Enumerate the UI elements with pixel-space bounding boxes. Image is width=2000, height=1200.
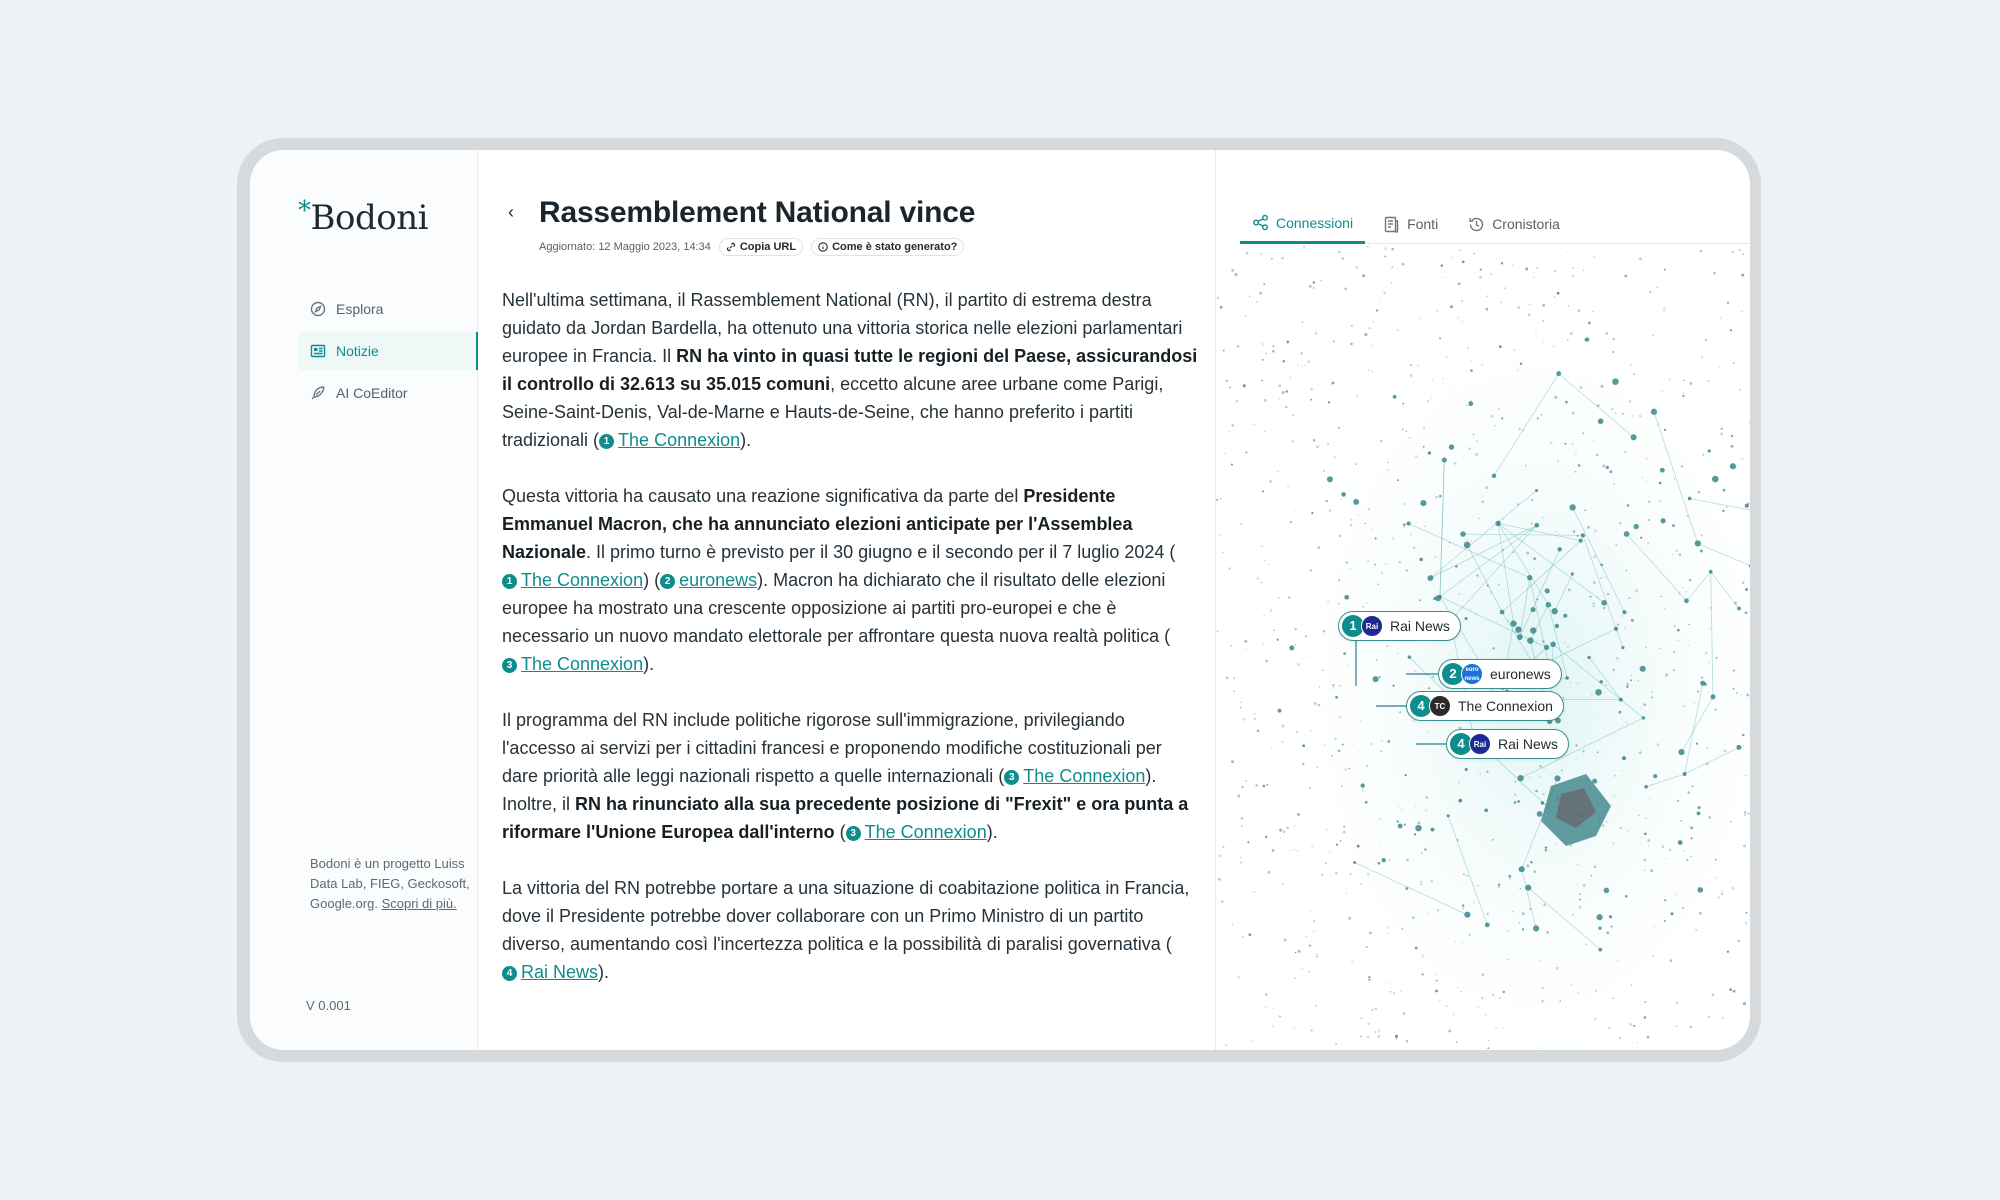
citation[interactable]: [502, 962, 598, 982]
how-generated-button[interactable]: [811, 238, 964, 256]
logo-star: *: [298, 196, 311, 226]
connections-graph[interactable]: [1216, 246, 1750, 1050]
tab-connessioni[interactable]: [1240, 204, 1365, 244]
text: . Il primo turno è previsto per il 30 giugno e il secondo per il 7 luglio 2024 (: [586, 542, 1176, 562]
text: ).: [598, 962, 610, 982]
source-node-the-connexion[interactable]: [1406, 691, 1564, 721]
rai-logo-icon: Rai: [1469, 733, 1491, 755]
text: Questa vittoria ha causato una reazione significativa da parte del: [502, 486, 1024, 506]
history-icon: [1468, 216, 1485, 233]
tab-label: Cronistoria: [1492, 216, 1560, 232]
sidebar-item-ai-coeditor[interactable]: [298, 374, 478, 412]
chevron-left-icon[interactable]: ‹: [508, 202, 514, 222]
highlight: RN ha rinunciato alla sua precedente posizione di "Frexit" e ora punta a riformare l'Unione Europea dall'interno: [502, 794, 1189, 842]
sidebar-item-label: Notizie: [336, 343, 379, 359]
citation-number: 4: [502, 966, 517, 981]
citation[interactable]: [599, 430, 740, 450]
citation[interactable]: [846, 822, 987, 842]
citation[interactable]: [502, 654, 643, 674]
network-visualization: [1216, 246, 1750, 1050]
sidebar-item-esplora[interactable]: [298, 290, 478, 328]
source-node-euronews[interactable]: [1438, 659, 1562, 689]
updated-timestamp: Aggiornato: 12 Maggio 2023, 14:34: [539, 241, 711, 253]
source-link[interactable]: The Connexion: [521, 654, 644, 674]
node-label: euronews: [1490, 666, 1551, 682]
citation[interactable]: [502, 570, 643, 590]
sidebar-item-notizie[interactable]: [298, 332, 478, 370]
citation-number: 3: [1004, 770, 1019, 785]
text: ). Macron ha dichiarato che il risultato delle elezioni europee ha mostrato una crescente opposizione ai partiti pro-europei e che è necessario un nuovo mandato elettorale per affrontare questa nuova realtà politica (: [502, 570, 1171, 646]
copy-url-button[interactable]: [719, 238, 803, 256]
node-number: 1: [1342, 615, 1364, 637]
citation-number: 1: [599, 434, 614, 449]
node-label: Rai News: [1498, 736, 1558, 752]
citation-number: 3: [502, 658, 517, 673]
side-panel: [1215, 150, 1750, 1050]
source-link[interactable]: Rai News: [521, 962, 599, 982]
paragraph: [502, 706, 1202, 846]
tab-label: Connessioni: [1276, 214, 1354, 231]
document-icon: [1383, 216, 1400, 233]
main-nav: [298, 290, 478, 416]
sidebar-item-label: AI CoEditor: [336, 385, 408, 401]
text: ) (: [643, 570, 661, 590]
paragraph: [502, 286, 1202, 454]
article-body: [502, 286, 1202, 1014]
article-view: [478, 150, 1215, 1050]
newspaper-icon: [310, 343, 326, 359]
page-title: Rassemblement National vince: [539, 196, 976, 229]
highlight: RN ha vinto in quasi tutte le regioni del Paese, assicurandosi il controllo di 32.613 su 35.015 comuni: [502, 346, 1198, 394]
copy-url-label: Copia URL: [739, 241, 797, 253]
node-number: 4: [1450, 733, 1472, 755]
app-logo[interactable]: [298, 196, 428, 238]
text: Il programma del RN include politiche rigorose sull'immigrazione, privilegiando l'accesso ai servizi per i cittadini francesi e proponendo modifiche costituzionali per dare priorità alle leggi nazionali rispetto a quelle internazionali (: [502, 710, 1162, 786]
node-number: 4: [1410, 695, 1432, 717]
text: ). Inoltre, il: [502, 766, 1157, 814]
app-window: [250, 150, 1750, 1050]
link-icon: [726, 242, 736, 252]
source-link[interactable]: euronews: [679, 570, 758, 590]
compass-icon: [310, 301, 326, 317]
text: (: [834, 822, 846, 842]
highlight: Presidente Emmanuel Macron, che ha annunciato elezioni anticipate per l'Assemblea Nazionale: [502, 486, 1133, 562]
source-link[interactable]: The Connexion: [864, 822, 987, 842]
source-node-rai-news-2[interactable]: [1446, 729, 1569, 759]
node-label: Rai News: [1390, 618, 1450, 634]
connexion-logo-icon: TC: [1429, 695, 1451, 717]
source-link[interactable]: The Connexion: [1023, 766, 1146, 786]
version-label: V 0.001: [306, 998, 351, 1013]
sidebar-item-label: Esplora: [336, 301, 384, 317]
sidebar: [250, 150, 478, 1050]
source-link[interactable]: The Connexion: [618, 430, 741, 450]
tab-label: Fonti: [1407, 216, 1439, 232]
text: Nell'ultima settimana, il Rassemblement National (RN), il partito di estrema destra guidato da Jordan Bardella, ha ottenuto una vittoria storica nelle elezioni parlamentari europee in Francia. Il: [502, 290, 1183, 366]
paragraph: [502, 874, 1202, 986]
info-icon: [818, 242, 828, 252]
feather-icon: [310, 385, 326, 401]
about-link[interactable]: Scopri di più.: [381, 896, 457, 911]
text: La vittoria del RN potrebbe portare a una situazione di coabitazione politica in Francia, dove il Presidente potrebbe dover collaborare con un Primo Ministro di un partito diverso, aumentando così l'incertezza politica e la possibilità di paralisi governativa (: [502, 878, 1190, 954]
citation-number: 1: [502, 574, 517, 589]
rai-logo-icon: Rai: [1361, 615, 1383, 637]
tab-fonti[interactable]: [1371, 204, 1450, 244]
share-nodes-icon: [1252, 214, 1269, 231]
text: ).: [643, 654, 655, 674]
about-text: Bodoni è un progetto Luiss Data Lab, FIEG, Geckosoft, Google.org.: [310, 856, 470, 911]
node-number: 2: [1442, 663, 1464, 685]
text: , eccetto alcune aree urbane come Parigi, Seine-Saint-Denis, Val-de-Marne e Hauts-de-Seine, che hanno preferito i partiti tradizionali (: [502, 374, 1164, 450]
project-about: [310, 854, 470, 914]
source-link[interactable]: The Connexion: [521, 570, 644, 590]
citation-number: 3: [846, 826, 861, 841]
tab-cronistoria[interactable]: [1456, 204, 1572, 244]
euronews-logo-icon: euro news: [1461, 663, 1483, 685]
paragraph: [502, 482, 1202, 678]
node-label: The Connexion: [1458, 698, 1553, 714]
logo-text: Bodoni: [310, 198, 428, 238]
citation[interactable]: [660, 570, 757, 590]
article-meta: [539, 238, 964, 256]
text: ).: [986, 822, 998, 842]
text: ).: [740, 430, 752, 450]
how-generated-label: Come è stato generato?: [832, 241, 958, 253]
panel-tabs: [1240, 204, 1750, 244]
source-node-rai-news[interactable]: [1338, 611, 1461, 641]
citation-number: 2: [660, 574, 675, 589]
